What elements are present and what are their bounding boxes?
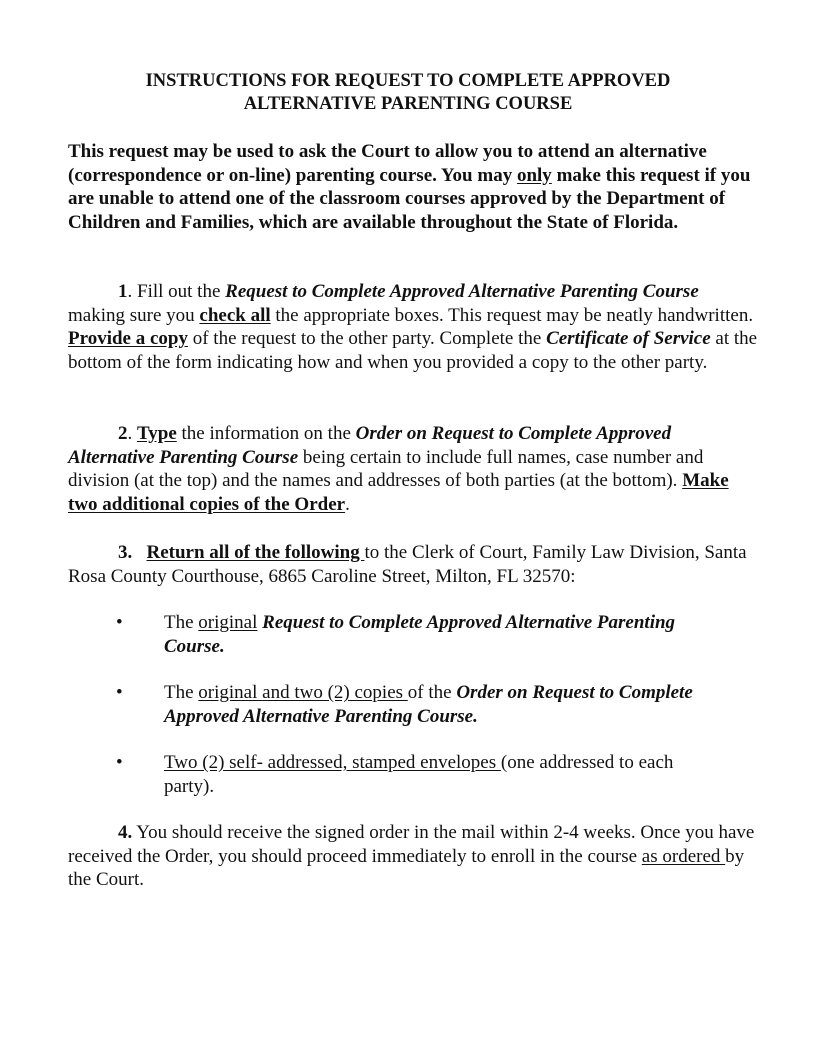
step-4-number: 4. <box>118 822 133 843</box>
bullet-mark: • <box>116 612 123 633</box>
make-copies-emphasis: Make two additional copies of the Order <box>68 470 729 515</box>
intro-paragraph: This request may be used to ask the Court to allow you to attend an alternative (correspondence or on-line) parenting course. You may only make this request if you are unable to attend one of the classroom courses approved by the Department of Children and Families, which are available throughout the State of Florida. <box>68 141 751 233</box>
step-1-number: 1 <box>118 281 128 302</box>
return-all-emphasis: Return all of the following <box>146 542 365 563</box>
provide-copy-emphasis: Provide a copy <box>68 328 188 350</box>
check-all-emphasis: check all <box>199 304 271 326</box>
document-title <box>68 70 748 115</box>
step-2-paragraph: 2. Type the information on the Order on Request to Complete Approved Alternative Parenting Course being certain to include full names, case number and division (at the top) and the names and addresses of both parties (at the bottom). Make two additional copies of the Order. <box>68 423 729 515</box>
step-2-number: 2 <box>118 423 128 444</box>
as-ordered-emphasis: as ordered <box>641 845 726 867</box>
only-emphasis: only <box>516 164 552 186</box>
request-form-name: Request to Complete Approved Alternative Parenting Course <box>225 281 699 302</box>
title-line-1: INSTRUCTIONS FOR REQUEST TO COMPLETE APPROVED <box>145 71 671 91</box>
certificate-of-service: Certificate of Service <box>546 328 711 350</box>
step-3-number: 3. <box>118 542 133 563</box>
bullet-item-3: • Two (2) self- addressed, stamped envelopes (one addressed to each party). <box>116 752 674 797</box>
bullet-item-1: • The original Request to Complete Approved Alternative Parenting Course. <box>116 612 676 657</box>
type-emphasis: Type <box>137 423 177 444</box>
bullet-mark: • <box>116 682 123 703</box>
step-1-paragraph: 1. Fill out the Request to Complete Approved Alternative Parenting Course making sure you check all the appropriate boxes. This request may be neatly handwritten. Provide a copy of the request to the other party. Complete the Certificate of Service at the bottom of the form indicating how and when you provided a copy to the other party. <box>68 281 758 373</box>
step-4-paragraph: 4. You should receive the signed order in the mail within 2-4 weeks. Once you have received the Order, you should proceed immediately to enroll in the course as ordered by the Court. <box>68 822 755 891</box>
title-line-2: ALTERNATIVE PARENTING COURSE <box>243 93 573 114</box>
order-form-name: Order on Request to Complete Approved Alternative Parenting Course <box>68 423 672 468</box>
bullet-item-2: • The original and two (2) copies of the Order on Request to Complete Approved Alternative Parenting Course. <box>116 682 693 727</box>
bullet-mark: • <box>116 752 123 773</box>
step-3-paragraph: 3. Return all of the following to the Clerk of Court, Family Law Division, Santa Rosa County Courthouse, 6865 Caroline Street, Milton, FL 32570: <box>68 542 747 587</box>
